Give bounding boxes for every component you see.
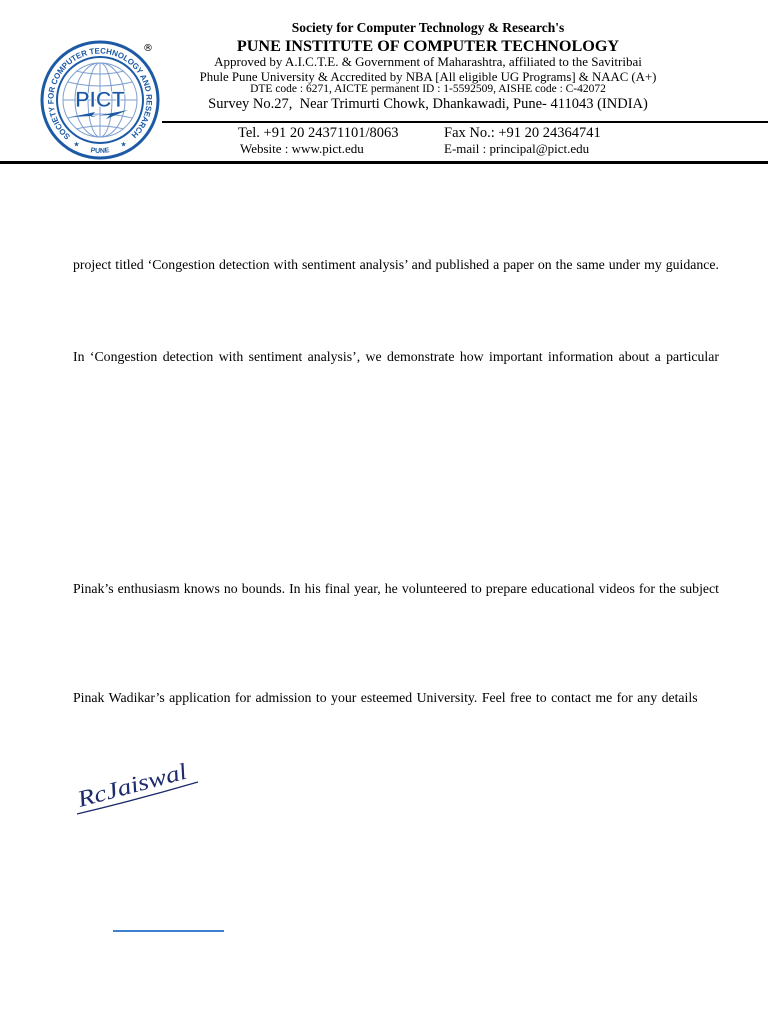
institute-name: PUNE INSTITUTE OF COMPUTER TECHNOLOGY	[236, 37, 620, 55]
institute-codes: DTE code : 6271, AICTE permanent ID : 1-5592509, AISHE code : C-42072	[250, 83, 606, 96]
logo-bottom-text-path: PUNE	[90, 147, 110, 156]
institute-address: Survey No.27, Near Trimurti Chowk, Dhankawadi, Pune- 411043 (INDIA)	[208, 96, 648, 113]
approval-line-2: Phule Pune University & Accredited by NBA [All eligible UG Programs] & NAAC (A+)	[199, 69, 657, 84]
logo-star-right-icon: ★	[120, 140, 127, 149]
registered-mark: ®	[143, 43, 153, 54]
logo-center-text: PICT	[74, 87, 126, 112]
signature	[74, 760, 204, 820]
logo-star-left-icon: ★	[73, 140, 80, 149]
body-line-3: Pinak’s enthusiasm knows no bounds. In his final year, he volunteered to prepare educational videos for the subject	[73, 581, 719, 596]
body-line-2: In ‘Congestion detection with sentiment analysis’, we demonstrate how important information about a particular	[73, 349, 719, 364]
society-name: Society for Computer Technology & Research's	[291, 20, 565, 35]
approval-line-1: Approved by A.I.C.T.E. & Government of Maharashtra, affiliated to the Savitribai	[214, 54, 642, 69]
hyperlink-underline	[113, 930, 224, 932]
body-line-1: project titled ‘Congestion detection with sentiment analysis’ and published a paper on the same under my guidance.	[73, 257, 719, 272]
fax: Fax No.: +91 20 24364741	[444, 125, 601, 142]
telephone: Tel. +91 20 24371101/8063	[238, 125, 399, 142]
header-divider-top	[162, 121, 768, 123]
body-line-4: Pinak Wadikar’s application for admission to your esteemed University. Feel free to contact me for any details	[73, 690, 698, 705]
signature-text: RcJaiswal	[74, 763, 173, 812]
pict-logo	[38, 38, 164, 164]
header-divider-bottom	[0, 161, 768, 164]
logo-ring-text-path: SOCIETY FOR COMPUTER TECHNOLOGY AND RESEARCH	[46, 46, 154, 142]
logo-bottom-text	[90, 147, 110, 155]
website: Website : www.pict.edu	[240, 141, 364, 157]
email: E-mail : principal@pict.edu	[444, 141, 590, 157]
